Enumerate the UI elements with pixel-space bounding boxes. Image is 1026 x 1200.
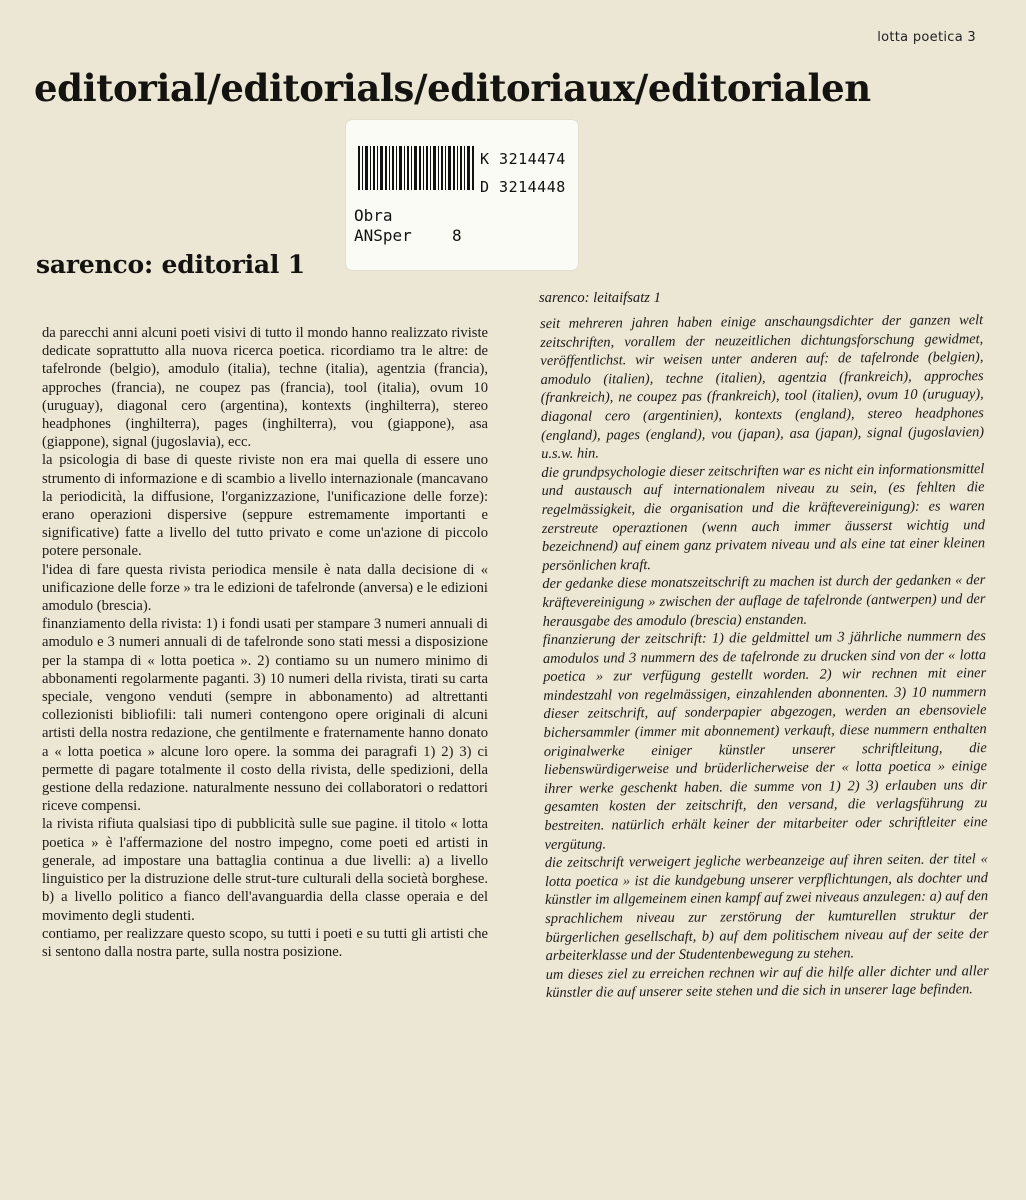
german-paragraph: die grundpsychologie dieser zeitschriften war es nicht ein informationsmittel und austausch auf internationalem niveau zu sein, (es fehlten die regelmässigkeit, die organisation und die kräftevereinigung): es waren zerstreute operaztionen (wenn auch immer äusserst wichtig und bezeichnend) auf einem ganz privatem niveau und als eine tat einer kleinen persönlichen kraft.: [541, 460, 986, 574]
italian-paragraph: contiamo, per realizzare questo scopo, su tutti i poeti e su tutti gli artisti che si sentono dalla nostra parte, sulla nostra posizione.: [42, 925, 488, 960]
label-code-d: D 3214448: [480, 178, 566, 196]
barcode-icon: [358, 146, 474, 190]
label-shelf-line-1: Obra: [354, 206, 393, 225]
german-paragraph: der gedanke diese monatszeitschrift zu machen ist durch der gedanken « der kräftevereinigung » zwischen der auflage de tafelronde (antwerpen) und der herausgabe des amodulo (brescia) enstanden.: [542, 572, 986, 630]
german-paragraph: um dieses ziel zu erreichen rechnen wir auf die hilfe aller dichter und aller künstler die auf unserer seite stehen und die sich in unserer lage befinden.: [545, 962, 989, 1002]
italian-paragraph: la rivista rifiuta qualsiasi tipo di pubblicità sulle sue pagine. il titolo « lotta poetica » è l'affermazione del nostro impegno, come poeti ed artisti in generale, ad impostare una battaglia continua a due livelli: a) a livello linguistico per la distruzione delle strut-ture culturali della società borghese. b) a livello politico a fianco dell'avanguardia della classe operaia e del movimento degli studenti.: [42, 816, 488, 924]
label-code-k: K 3214474: [480, 150, 566, 168]
german-column: [540, 311, 989, 1003]
italian-paragraph: finanziamento della rivista: 1) i fondi usati per stampare 3 numeri annuali di amodulo e 3 numeri annuali di de tafelronde sono stati messi a disposizione per la stampa di « lotta poetica ». 2) contiamo su un numero minimo di abbonamenti regolarmente paganti. 3) 10 numeri della rivista, tirati su carta speciale, vengono venduti (sempre in abbonamento) ad altrettanti collezionisti bibliofili: tali numeri contengono opere originali di alcuni artisti della nostra redazione, che gentilmente e fraternamente hanno donato a « lotta poetica » alcune loro opere. la somma dei paragrafi 1) 2) 3) ci permette di pagare totalmente il costo della rivista, delle spedizioni, della gestione della redazione. naturalmente nessuno dei collaboratori o redattori riceve compensi.: [42, 616, 488, 815]
german-paragraph: die zeitschrift verweigert jegliche werbeanzeige auf ihren seiten. der titel « lotta poetica » ist die kundgebung unserer verpflichtungen, als dochter und künstler im allgemeinem einen kampf auf zwei niveaus anzulegen: a) auf den sprachlichem niveau zur zerstörung der kumturellen struktur der bürgerlichen gesellschaft, b) auf dem politischem niveau auf der seite der arbeiterklasse und der Studentenbewegung zu stehen.: [544, 851, 989, 965]
masthead-title: editorial/editorials/editoriaux/editorialen: [34, 66, 871, 110]
page-number: lotta poetica 3: [877, 30, 976, 45]
label-shelf-line-2: ANSper: [354, 226, 412, 245]
german-paragraph: finanzierung der zeitschrift: 1) die geldmittel um 3 jährliche nummern des amodulos und 3 nummern des de tafelronde zu drucken sind von der « lotta poetica » zur verfügung gestellt worden. 2) wir rechnen mit einer mindestzahl von regelmässigen, einzahlenden abonnenten. 3) 10 nummern dieser zeitschrift, auf sonderpapier abgezogen, werden an ebensoviele bichersammler (immer mit abonnement) verkauft, diese nummern enthalten originalwerke einiger künstler unserer schriftleitung, die liebenswürdigerweise und brüderlicherweise der « lotta poetica » einige ihrer werke geschenkt haben. die summe von 1) 2) 3) erlauben uns dir gesamten kosten der zeitschrift, den versand, die verlagsführung zu bestreiten. natürlich erhält keiner der mitarbeiter oder schriftleiter eine vergütung.: [542, 628, 988, 853]
italian-column: [42, 324, 488, 961]
label-shelf-number: 8: [452, 226, 462, 245]
italian-heading: sarenco: editorial 1: [36, 250, 305, 279]
italian-paragraph: l'idea di fare questa rivista periodica mensile è nata dalla decisione di « unificazione delle forze » tra le edizioni de tafelronde (anversa) e le edizioni amodulo (brescia).: [42, 561, 488, 615]
german-heading: sarenco: leitaifsatz 1: [539, 290, 661, 306]
library-label: [346, 120, 578, 270]
italian-paragraph: da parecchi anni alcuni poeti visivi di tutto il mondo hanno realizzato riviste dedicate soprattutto alla nuova ricerca poetica. ricordiamo tra le altre: de tafelronde (belgio), amodulo (italia), techne (italia), agentzia (francia), approches (francia), ne coupez pas (francia), tool (italia), ovum 10 (uruguay), diagonal cero (argentina), kontexts (inghilterra), stereo headphones (inghilterra), pages (inghilterra), vou (giappone), asa (giappone), signal (jugoslavia), ecc.: [42, 325, 488, 451]
german-paragraph: seit mehreren jahren haben einige anschaungsdichter der ganzen welt zeitschriften, vorallem der neuzeitlichen dichtungsforschung gewidmet, veröffentlichst. wir weisen unter anderen auf: de tafelronde (belgien), amodulo (italien), techne (italien), agentzia (frankreich), approches (frankreich), ne coupez pas (frankreich), tool (italien), ovum 10 (uruguay), diagonal cero (argentinien), kontexts (england), stereo headphones (england), pages (england), vou (japan), asa (japan), signal (jugoslavien) u.s.w. hin.: [540, 312, 985, 463]
italian-paragraph: la psicologia di base di queste riviste non era mai quella di essere uno strumento di informazione e di scambio a livello internazionale (mancavano la periodicità, la diffusione, l'organizzazione, l'unificazione delle forze): erano operazioni dispersive (seppure estremamente importanti e significative) fatte a livello del tutto privato e come un'azione di piccolo potere personale.: [42, 452, 488, 560]
